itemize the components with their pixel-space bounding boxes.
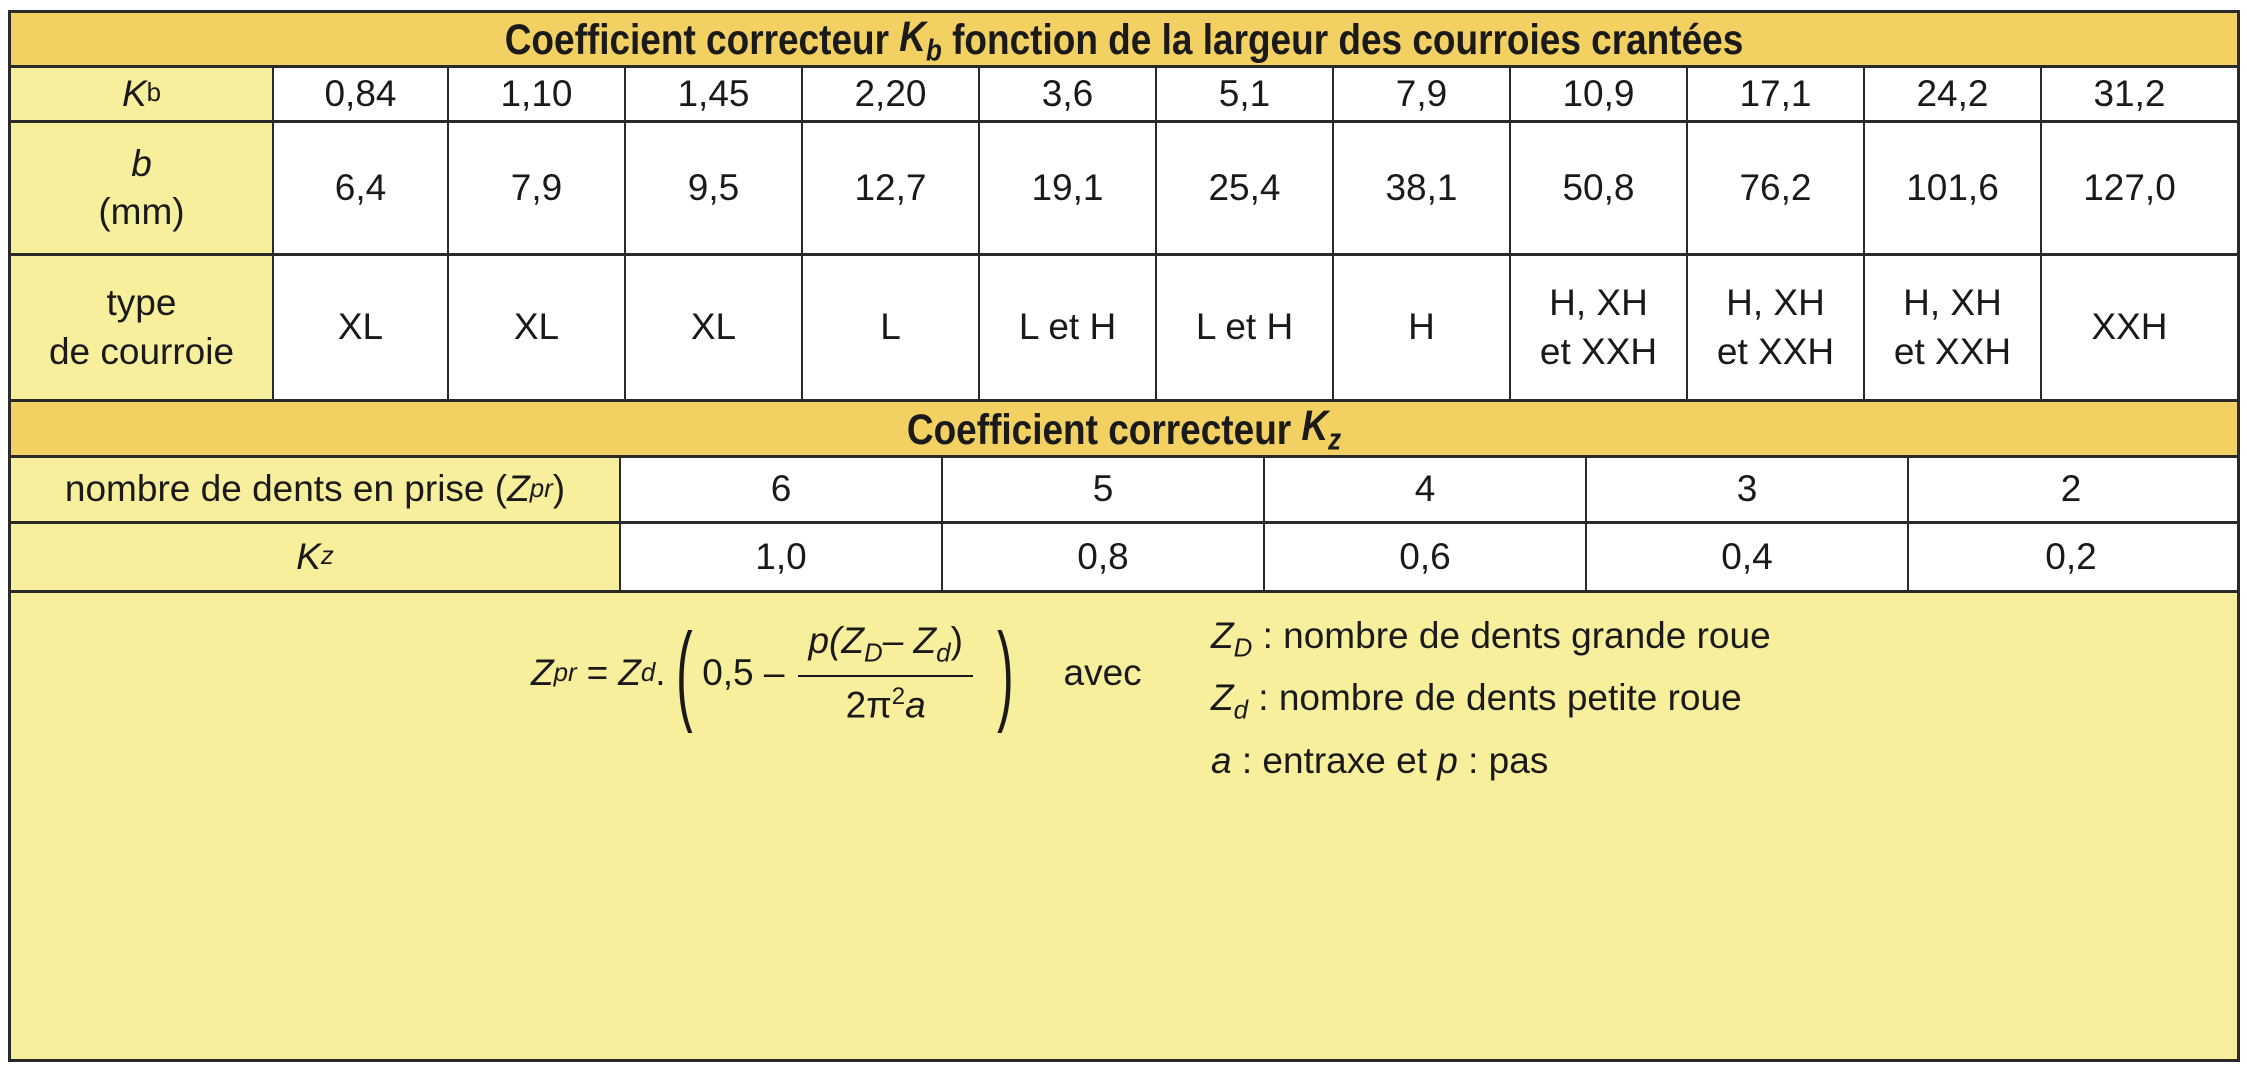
kb-value-8: 17,1: [1688, 68, 1865, 120]
kb-row-label: K b: [11, 68, 274, 120]
kb-value-6: 7,9: [1334, 68, 1511, 120]
type-row-label: type de courroie: [11, 256, 274, 399]
formula-fraction: $\frac{p(Z_D- Z_d)}{2\pi^2a}$: [798, 620, 972, 726]
kb-title-text: Coefficient correcteur: [504, 16, 889, 64]
kb-value-3: 2,20: [803, 68, 980, 120]
kz-row: [11, 524, 2237, 593]
b-value-7: 50,8: [1511, 123, 1688, 253]
zpr-value-4: 2: [2060, 468, 2082, 510]
kb-value-7: 10,9: [1511, 68, 1688, 120]
zpr-value-2: 4: [1265, 458, 1587, 521]
b-value-1: 7,9: [449, 123, 626, 253]
kb-value-5: 5,1: [1157, 68, 1334, 120]
b-row-label: b (mm): [11, 123, 274, 253]
zpr-value-0: 6: [621, 458, 943, 521]
belt-type-3: L: [803, 256, 980, 399]
b-value-10: 127,0: [2083, 166, 2176, 208]
belt-type-6: H: [1334, 256, 1511, 399]
b-value-8: 76,2: [1688, 123, 1865, 253]
kb-title-symbol: $K_b$: [899, 13, 942, 68]
zpr-value-3: 3: [1587, 458, 1909, 521]
belt-type-8: H, XH et XXH: [1688, 256, 1865, 399]
kz-value-3: 0,4: [1587, 524, 1909, 590]
b-value-3: 12,7: [803, 123, 980, 253]
b-value-6: 38,1: [1334, 123, 1511, 253]
formula-expression: Z pr = Z d . ( 0,5 – $\frac{p(Z_D- Z_d)}{2\pi^2a}$ ) avec: [531, 611, 1142, 734]
kz-value-4: 0,2: [2045, 535, 2097, 577]
kb-value-9: 24,2: [1865, 68, 2042, 120]
legend-zD: $Z_D$ : nombre de dents grande roue: [1211, 615, 1771, 663]
belt-type-7: H, XH et XXH: [1511, 256, 1688, 399]
belt-type-5: L et H: [1157, 256, 1334, 399]
legend-zd: $Z_d$ : nombre de dents petite roue: [1211, 677, 1742, 725]
kb-value-2: 1,45: [626, 68, 803, 120]
kb-value-0: 0,84: [274, 68, 449, 120]
kb-title-rest: fonction de la largeur des courroies crantées: [952, 16, 1744, 64]
type-row: [11, 256, 2237, 402]
b-value-2: 9,5: [626, 123, 803, 253]
b-value-0: 6,4: [274, 123, 449, 253]
kz-title-symbol: $K_z$: [1301, 402, 1342, 457]
formula-panel: [11, 593, 2237, 1059]
kz-row-label: K z: [11, 524, 621, 590]
b-value-4: 19,1: [980, 123, 1157, 253]
kb-value-4: 3,6: [980, 68, 1157, 120]
kz-value-2: 0,6: [1265, 524, 1587, 590]
formula-constant: 0,5 –: [702, 652, 785, 693]
zpr-row-label: nombre de dents en prise ( Z pr ): [11, 458, 621, 521]
belt-type-2: XL: [626, 256, 803, 399]
belt-type-9: H, XH et XXH: [1865, 256, 2042, 399]
kb-value-10: 31,2: [2093, 72, 2166, 114]
belt-type-4: L et H: [980, 256, 1157, 399]
kb-title-bar: [11, 13, 2237, 68]
legend-a-p: a : entraxe et p : pas: [1211, 739, 1549, 781]
kz-value-0: 1,0: [621, 524, 943, 590]
kz-title: [167, 402, 2081, 458]
belt-type-10: XXH: [2091, 306, 2168, 348]
kz-title-bar: [11, 402, 2237, 458]
kb-value-1: 1,10: [449, 68, 626, 120]
kz-value-1: 0,8: [943, 524, 1265, 590]
kb-row: [11, 68, 2237, 123]
correction-coefficients-sheet: [8, 10, 2240, 1062]
b-value-5: 25,4: [1157, 123, 1334, 253]
zpr-row: [11, 458, 2237, 524]
kb-title: [167, 13, 2081, 68]
zpr-value-1: 5: [943, 458, 1265, 521]
belt-type-1: XL: [449, 256, 626, 399]
kz-title-text: Coefficient correcteur: [906, 405, 1292, 454]
formula-legend: [1211, 611, 1771, 786]
b-value-9: 101,6: [1865, 123, 2042, 253]
formula-avec: avec: [1063, 652, 1142, 693]
belt-type-0: XL: [274, 256, 449, 399]
b-row: [11, 123, 2237, 256]
